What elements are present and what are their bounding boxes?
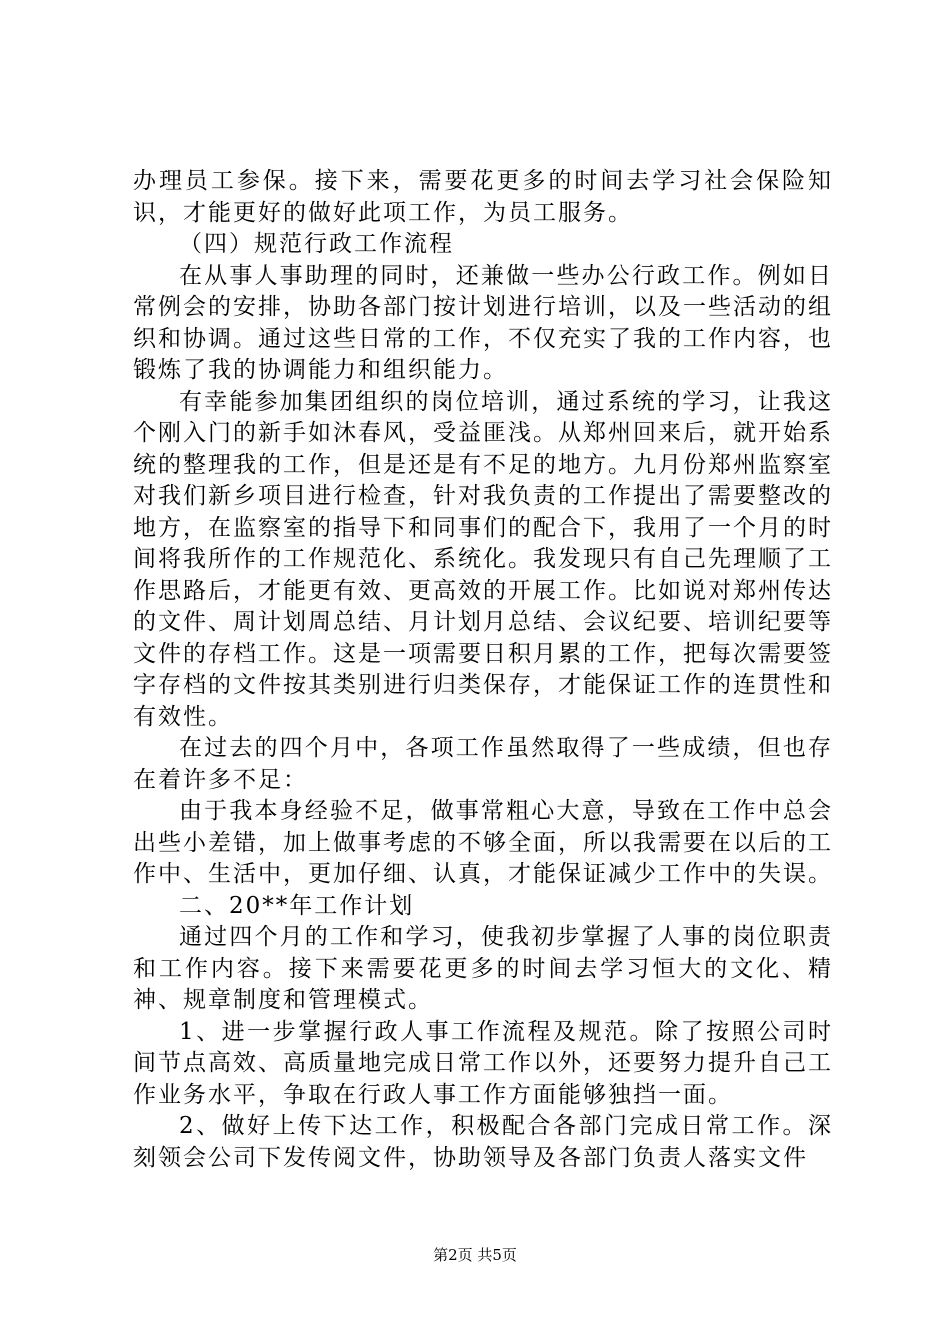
paragraph-training: 有幸能参加集团组织的岗位培训，通过系统的学习，让我这个刚入门的新手如沐春风，受益匪浅。从郑州回来后，就开始系统的整理我的工作，但是还是有不足的地方。九月份郑州监察室对我们新乡项目进行检查，针对我负责的工作提出了需要整改的地方，在监察室的指导下和同事们的配合下，我用了一个月的时间将我所作的工作规范化、系统化。我发现只有自己先理顺了工作思路后，才能更有效、更高效的开展工作。比如说对郑州传达的文件、周计划周总结、月计划月总结、会议纪要、培训纪要等文件的存档工作。这是一项需要日积月累的工作，把每次需要签字存档的文件按其类别进行归类保存，才能保证工作的连贯性和有效性。 [133, 388, 833, 730]
paragraph-continuation: 办理员工参保。接下来，需要花更多的时间去学习社会保险知识，才能更好的做好此项工作，为员工服务。 [133, 168, 833, 226]
paragraph-shortcomings-intro: 在过去的四个月中，各项工作虽然取得了一些成绩，但也存在着许多不足： [133, 735, 833, 793]
page-number-footer: 第2页 共5页 [433, 1246, 517, 1264]
paragraph-shortcomings: 由于我本身经验不足，做事常粗心大意，导致在工作中总会出些小差错，加上做事考虑的不够全面，所以我需要在以后的工作中、生活中，更加仔细、认真，才能保证减少工作中的失误。 [133, 798, 833, 887]
paragraph-plan-intro: 通过四个月的工作和学习，使我初步掌握了人事的岗位职责和工作内容。接下来需要花更多的时间去学习恒大的文化、精神、规章制度和管理模式。 [133, 924, 833, 1013]
paragraph-admin-duties: 在从事人事助理的同时，还兼做一些办公行政工作。例如日常例会的安排，协助各部门按计划进行培训，以及一些活动的组织和协调。通过这些日常的工作，不仅充实了我的工作内容，也锻炼了我的协调能力和组织能力。 [133, 262, 833, 383]
document-body [133, 166, 833, 1174]
section-heading-work-plan: 二、20**年工作计划 [179, 892, 415, 919]
section-heading-admin-workflow: （四）规范行政工作流程 [179, 231, 454, 257]
paragraph-plan-item-1: 1、进一步掌握行政人事工作流程及规范。除了按照公司时间节点高效、高质量地完成日常工作以外，还要努力提升自己工作业务水平，争取在行政人事工作方面能够独挡一面。 [133, 1018, 833, 1108]
paragraph-plan-item-2: 2、做好上传下达工作，积极配合各部门完成日常工作。深刻领会公司下发传阅文件，协助领导及各部门负责人落实文件 [133, 1113, 833, 1171]
